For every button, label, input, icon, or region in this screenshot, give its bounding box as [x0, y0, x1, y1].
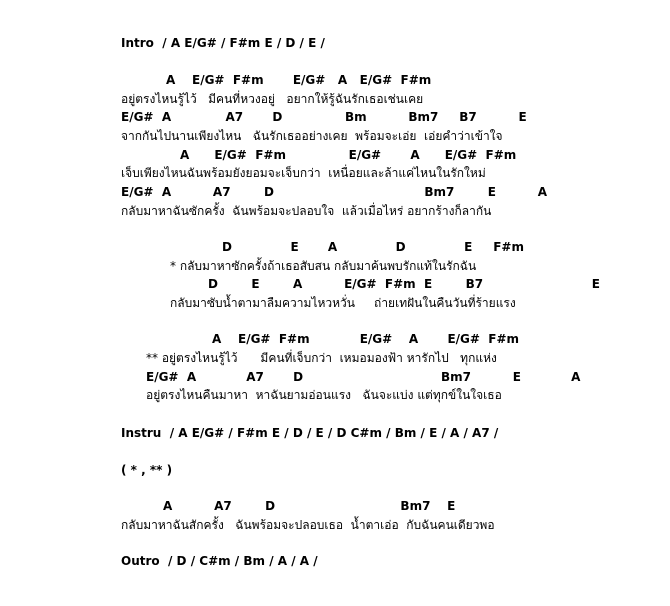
- verse1-chords-3: A E/G# F#m E/G# A E/G# F#m: [180, 148, 517, 162]
- verse1-chords-1: A E/G# F#m E/G# A E/G# F#m: [166, 73, 432, 87]
- ending-lyric-1: กลับมาหาฉันสักครั้ง ฉันพร้อมจะปลอบเธอ น้ำตาเอ่อ กับฉันคนเดียวพอ: [121, 518, 495, 532]
- ending-chords-1: A A7 D Bm7 E: [163, 499, 456, 513]
- verse1-lyric-2: จากกันไปนานเพียงไหน ฉันรักเธออย่างเคย พร้อมจะเอ่ย เอ่ยคำว่าเข้าใจ: [121, 129, 503, 143]
- intro-line: Intro / A E/G# / F#m E / D / E /: [121, 36, 325, 50]
- chorus-lyric-1: * กลับมาหาซักครั้งถ้าเธอสับสน กลับมาค้นพบรักแท้ในรักฉัน: [170, 259, 477, 273]
- verse1-lyric-4: กลับมาหาฉันซักครั้ง ฉันพร้อมจะปลอบใจ แล้วเมื่อไหร่ อยากร้างก็ลากัน: [121, 204, 492, 218]
- instru-line: Instru / A E/G# / F#m E / D / E / D C#m / Bm / E / A / A7 /: [121, 426, 499, 440]
- verse1-chords-2: E/G# A A7 D Bm Bm7 B7 E: [121, 110, 527, 124]
- verse2-chords-2: E/G# A A7 D Bm7 E A: [146, 370, 581, 384]
- verse2-lyric-2: อยู่ตรงไหนคืนมาหา หาฉันยามอ่อนแรง ฉันจะแบ่ง แต่ทุกข์ในใจเธอ: [146, 388, 502, 402]
- verse1-lyric-3: เจ็บเพียงไหนฉันพร้อมยังยอมจะเจ็บกว่า เหนื่อยและล้าแค่ไหนในรักใหม่: [121, 166, 486, 180]
- chorus-lyric-2: กลับมาซับน้ำตามาลืมความไหวหวั่น ถ่ายเทฝันในคืนวันที่ร้ายแรง: [170, 296, 516, 310]
- verse1-chords-4: E/G# A A7 D Bm7 E A: [121, 185, 548, 199]
- chorus-chords-2: D E A E/G# F#m E B7 E: [208, 277, 600, 291]
- repeat-marker: ( * , ** ): [121, 463, 173, 477]
- verse1-lyric-1: อยู่ตรงไหนรู้ไว้ มีคนที่หวงอยู่ อยากให้รู้ฉันรักเธอเช่นเคย: [121, 92, 424, 106]
- chorus-chords-1: D E A D E F#m: [222, 240, 524, 254]
- outro-line: Outro / D / C#m / Bm / A / A /: [121, 554, 318, 568]
- verse2-lyric-1: ** อยู่ตรงไหนรู้ไว้ มีคนที่เจ็บกว่า เหมอมองฟ้า หารักไป ทุกแห่ง: [146, 351, 497, 365]
- verse2-chords-1: A E/G# F#m E/G# A E/G# F#m: [212, 332, 520, 346]
